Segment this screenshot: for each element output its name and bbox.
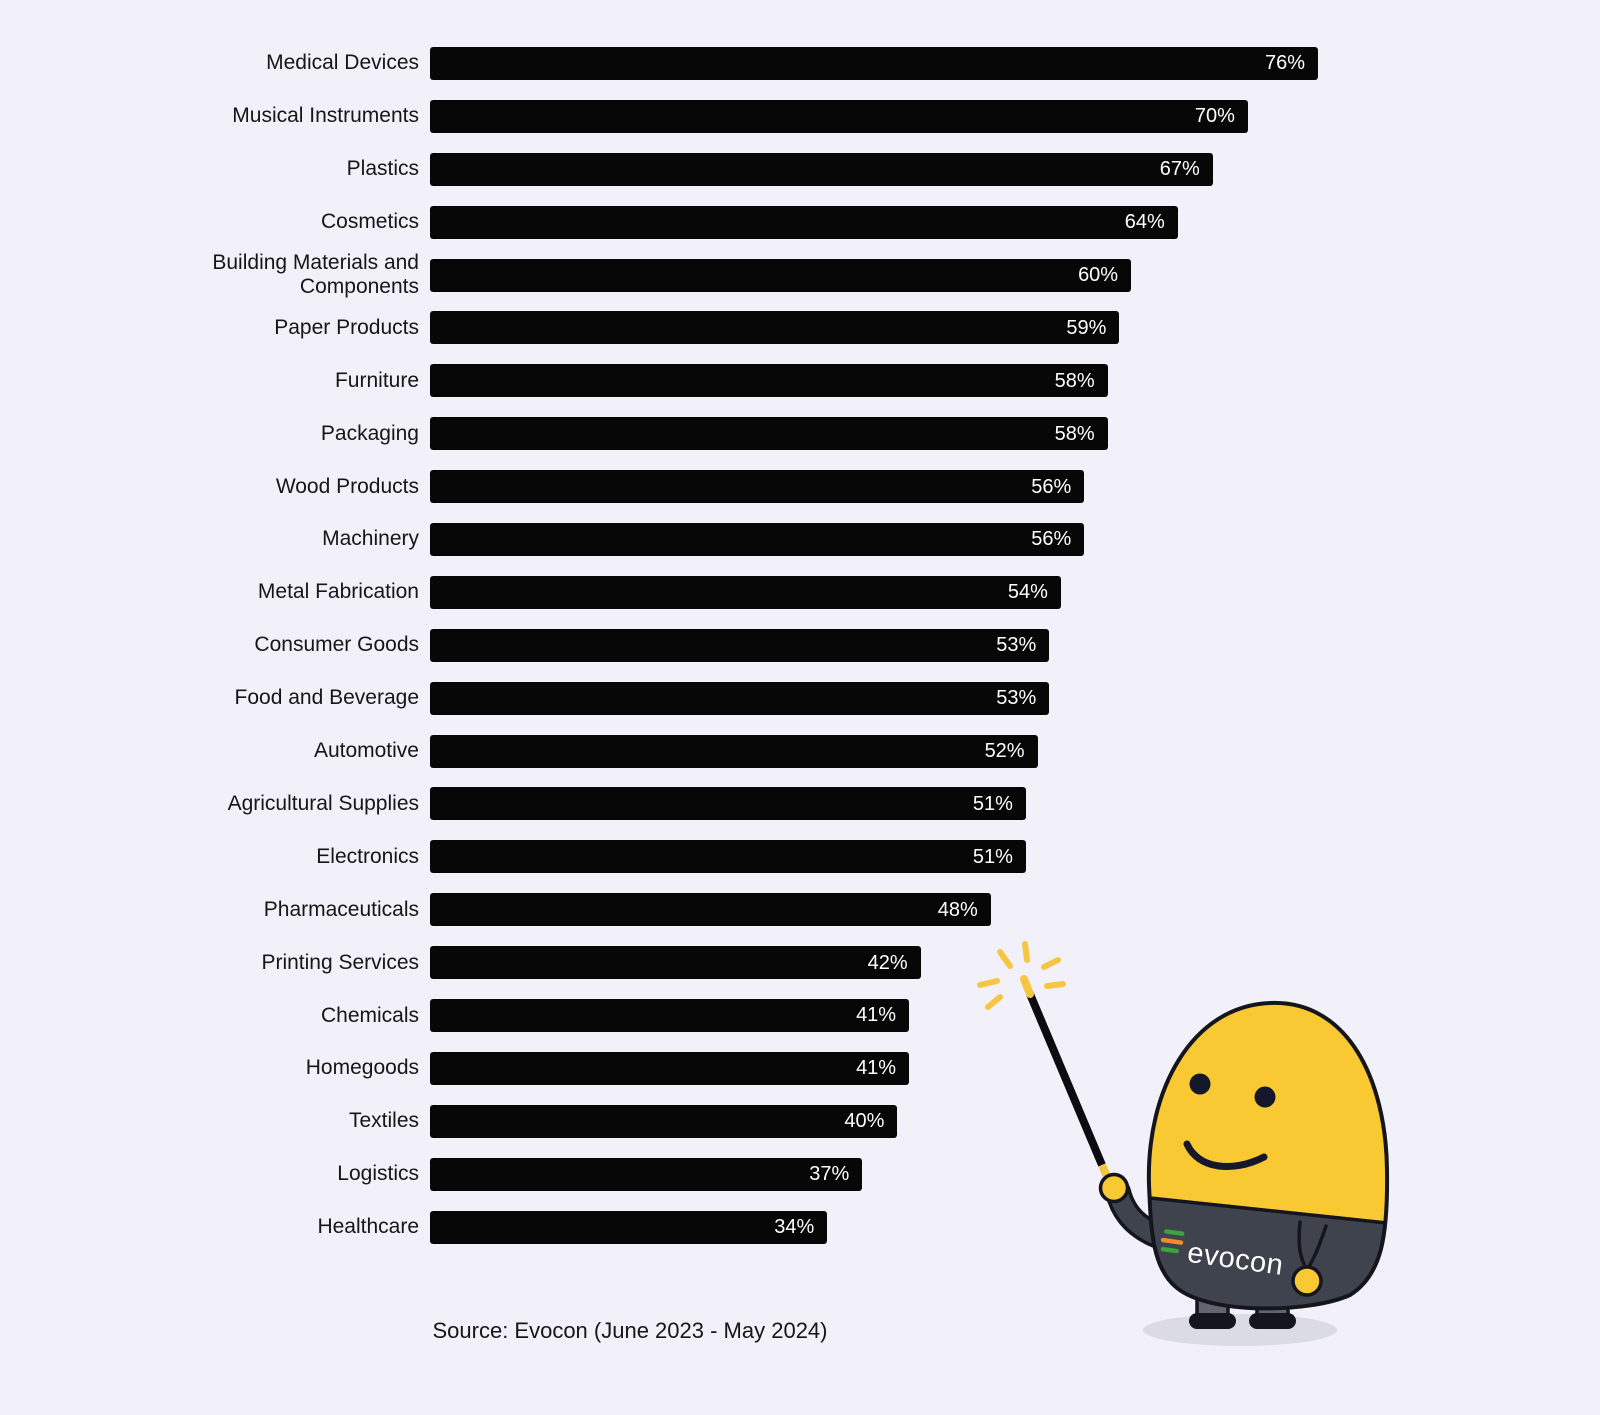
category-label: Packaging bbox=[320, 421, 419, 445]
category-label: Textiles bbox=[348, 1109, 419, 1133]
bar-value-label: 70% bbox=[1194, 105, 1235, 128]
bar bbox=[430, 1211, 827, 1244]
category-label: Wood Products bbox=[275, 474, 419, 498]
bar-value-label: 56% bbox=[1031, 528, 1072, 551]
category-label: Automotive bbox=[313, 739, 419, 763]
chart-row bbox=[0, 619, 1600, 672]
chart-row bbox=[0, 37, 1600, 90]
mascot-eye-left bbox=[1190, 1074, 1211, 1095]
bar-value-label: 56% bbox=[1031, 475, 1072, 498]
bar-value-label: 42% bbox=[867, 951, 908, 974]
bar bbox=[430, 1052, 909, 1085]
magic-wand bbox=[980, 944, 1112, 1188]
bar bbox=[430, 629, 1049, 662]
category-label: Metal Fabrication bbox=[257, 580, 419, 604]
chart-row bbox=[0, 566, 1600, 619]
bar-value-label: 41% bbox=[856, 1057, 897, 1080]
bar-value-label: 34% bbox=[774, 1216, 815, 1239]
chart-row bbox=[0, 513, 1600, 566]
bar bbox=[430, 682, 1049, 715]
bar-value-label: 54% bbox=[1007, 581, 1048, 604]
chart-row bbox=[0, 301, 1600, 354]
chart-row bbox=[0, 354, 1600, 407]
category-label: Pharmaceuticals bbox=[263, 897, 419, 921]
bar-value-label: 58% bbox=[1054, 369, 1095, 392]
category-label: Homegoods bbox=[305, 1056, 419, 1080]
bar bbox=[430, 1158, 862, 1191]
chart-row bbox=[0, 672, 1600, 725]
category-label: Paper Products bbox=[274, 315, 419, 339]
bar bbox=[430, 576, 1061, 609]
evocon-mascot bbox=[940, 930, 1420, 1370]
bar bbox=[430, 47, 1318, 80]
mascot-foot bbox=[1249, 1313, 1296, 1329]
wand-sparkles bbox=[980, 944, 1063, 1007]
category-label: Food and Beverage bbox=[234, 686, 419, 710]
category-label: Cosmetics bbox=[320, 210, 419, 234]
bar-value-label: 37% bbox=[809, 1163, 850, 1186]
bar-value-label: 53% bbox=[996, 634, 1037, 657]
bar bbox=[430, 259, 1131, 292]
category-label: Musical Instruments bbox=[232, 104, 419, 128]
chart-row bbox=[0, 90, 1600, 143]
bar bbox=[430, 470, 1084, 503]
bar bbox=[430, 311, 1119, 344]
bar-value-label: 41% bbox=[856, 1004, 897, 1027]
bar-value-label: 64% bbox=[1124, 211, 1165, 234]
bar bbox=[430, 364, 1108, 397]
bar-value-label: 51% bbox=[972, 792, 1013, 815]
category-label: Electronics bbox=[316, 844, 419, 868]
bar-value-label: 60% bbox=[1078, 264, 1119, 286]
bar bbox=[430, 100, 1248, 133]
bar-value-label: 53% bbox=[996, 687, 1037, 710]
bar bbox=[430, 999, 909, 1032]
source-note: Source: Evocon (June 2023 - May 2024) bbox=[432, 1318, 828, 1343]
category-label: Chemicals bbox=[320, 1003, 419, 1027]
chart-row bbox=[0, 460, 1600, 513]
category-label: Consumer Goods bbox=[254, 633, 419, 657]
category-label: Furniture bbox=[334, 368, 419, 392]
mascot-shadow bbox=[1143, 1314, 1337, 1346]
category-label: Plastics bbox=[346, 157, 419, 181]
bar bbox=[430, 893, 991, 926]
bar-value-label: 40% bbox=[844, 1110, 885, 1133]
bar bbox=[430, 417, 1108, 450]
chart-row bbox=[0, 725, 1600, 778]
bar bbox=[430, 840, 1026, 873]
chart-row bbox=[0, 407, 1600, 460]
chart-row bbox=[0, 196, 1600, 249]
chart-row bbox=[0, 777, 1600, 830]
chart-row bbox=[0, 249, 1600, 302]
bar bbox=[430, 946, 921, 979]
bar bbox=[430, 153, 1213, 186]
bar-value-label: 58% bbox=[1054, 422, 1095, 445]
mascot-body bbox=[1107, 1003, 1409, 1355]
bar bbox=[430, 735, 1038, 768]
chart-row bbox=[0, 883, 1600, 936]
category-label: Machinery bbox=[322, 527, 419, 551]
evocon-logo-text: evocon bbox=[1185, 1236, 1286, 1282]
category-label: Medical Devices bbox=[266, 51, 419, 75]
category-label: Logistics bbox=[337, 1162, 419, 1186]
category-label: Printing Services bbox=[261, 950, 419, 974]
chart-row bbox=[0, 830, 1600, 883]
bar bbox=[430, 787, 1026, 820]
mascot-left-hand bbox=[1101, 1175, 1128, 1202]
bar-value-label: 52% bbox=[984, 740, 1025, 763]
bar-value-label: 76% bbox=[1264, 52, 1305, 75]
bar-value-label: 67% bbox=[1159, 158, 1200, 181]
category-label: Building Materials and Components bbox=[212, 251, 419, 298]
bar-value-label: 48% bbox=[937, 898, 978, 921]
bar-value-label: 51% bbox=[972, 845, 1013, 868]
category-label: Healthcare bbox=[317, 1215, 419, 1239]
bar bbox=[430, 206, 1178, 239]
bar bbox=[430, 1105, 897, 1138]
mascot-foot bbox=[1189, 1313, 1236, 1329]
bar bbox=[430, 523, 1084, 556]
chart-row bbox=[0, 143, 1600, 196]
bar-value-label: 59% bbox=[1066, 316, 1107, 339]
mascot-eye-right bbox=[1255, 1087, 1276, 1108]
category-label: Agricultural Supplies bbox=[227, 791, 419, 815]
